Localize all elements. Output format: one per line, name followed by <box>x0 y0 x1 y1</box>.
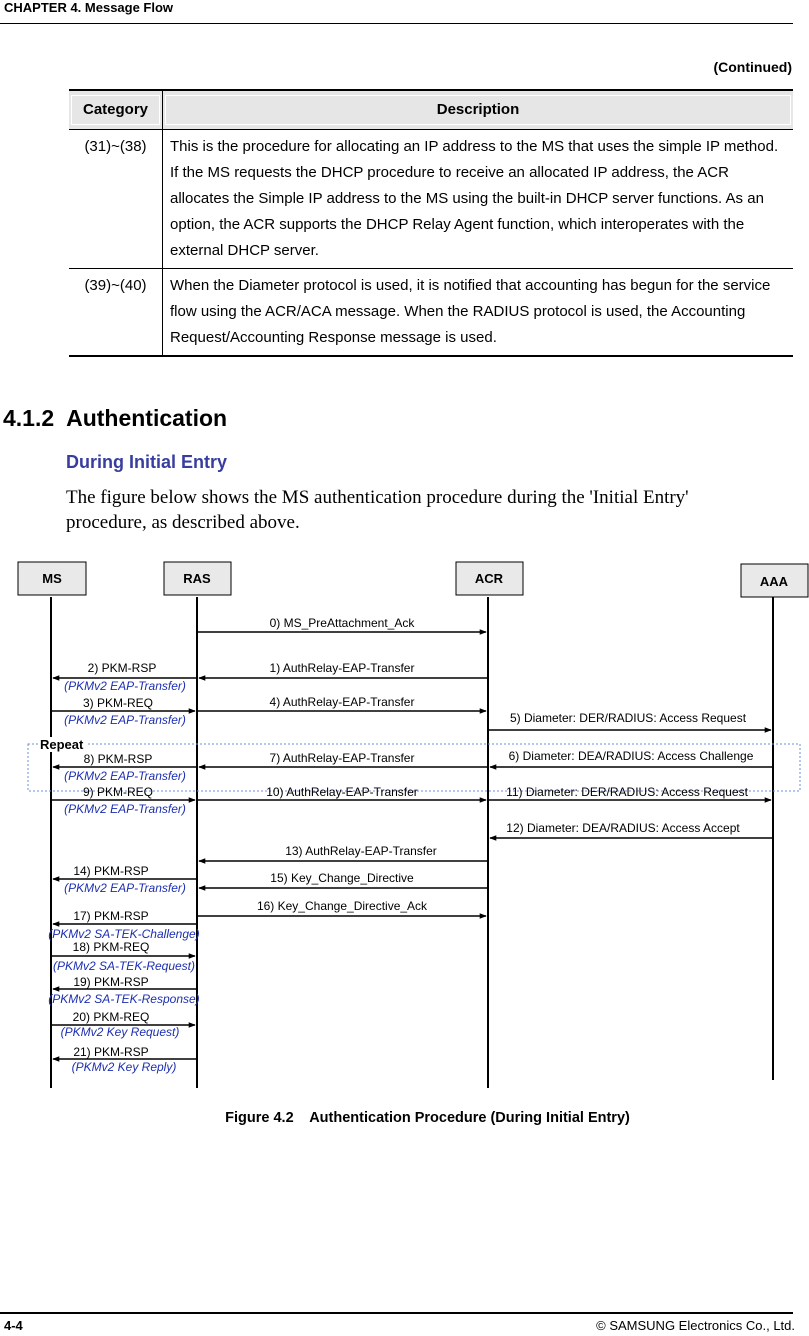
msg-label-18: 18) PKM-REQ <box>72 940 150 954</box>
body-paragraph: The figure below shows the MS authentication procedure during the 'Initial Entry' procedure, as described above. <box>66 487 689 533</box>
msg-label-3: 3) PKM-REQ <box>82 696 154 710</box>
msg-sublabel-9: (PKMv2 EAP-Transfer) <box>64 802 186 816</box>
table-cell-category: (39)~(40) <box>69 269 163 357</box>
msg-label-17: 17) PKM-RSP <box>73 909 149 923</box>
msg-sublabel-2: (PKMv2 EAP-Transfer) <box>64 679 186 693</box>
repeat-label: Repeat <box>40 737 84 752</box>
msg-label-10: 10) AuthRelay-EAP-Transfer <box>266 785 418 799</box>
msg-label-21: 21) PKM-RSP <box>73 1045 149 1059</box>
msg-label-19: 19) PKM-RSP <box>73 975 149 989</box>
copyright: © SAMSUNG Electronics Co., Ltd. <box>596 1318 795 1333</box>
msg-label-9: 9) PKM-REQ <box>82 785 154 799</box>
table-cell-category: (31)~(38) <box>69 130 163 269</box>
msg-sublabel-18: (PKMv2 SA-TEK-Request) <box>52 959 196 973</box>
section-title: 4.1.2 Authentication <box>3 405 228 431</box>
msg-label-6: 6) Diameter: DEA/RADIUS: Access Challenge <box>508 749 754 763</box>
category-header: Category <box>69 90 163 130</box>
msg-label-4: 4) AuthRelay-EAP-Transfer <box>269 695 415 709</box>
msg-label-7: 7) AuthRelay-EAP-Transfer <box>269 751 415 765</box>
msg-label-20: 20) PKM-REQ <box>72 1010 150 1024</box>
msg-label-5: 5) Diameter: DER/RADIUS: Access Request <box>509 711 747 725</box>
table-cell-description: When the Diameter protocol is used, it is notified that accounting has begun for the service flow using the ACR/ACA message. When the RADIUS protocol is used, the Accounting Request/Accounting Response message is used. <box>163 269 794 357</box>
msg-label-12: 12) Diameter: DEA/RADIUS: Access Accept <box>506 821 740 835</box>
msg-sublabel-20: (PKMv2 Key Request) <box>60 1025 180 1039</box>
msg-sublabel-17: (PKMv2 SA-TEK-Challenge) <box>48 927 200 941</box>
entity-boxes <box>18 562 808 597</box>
msg-label-2: 2) PKM-RSP <box>87 661 157 675</box>
msg-label-13: 13) AuthRelay-EAP-Transfer <box>285 844 437 858</box>
msg-sublabel-3: (PKMv2 EAP-Transfer) <box>64 713 186 727</box>
description-header: Description <box>163 90 794 130</box>
entity-label-ms: MS <box>42 571 62 586</box>
msg-sublabel-21: (PKMv2 Key Reply) <box>71 1060 177 1074</box>
msg-label-0: 0) MS_PreAttachment_Ack <box>269 616 415 630</box>
footer-rule <box>0 1312 793 1314</box>
figure-caption: Figure 4.2 Authentication Procedure (During Initial Entry) <box>225 1110 630 1126</box>
msg-sublabel-14: (PKMv2 EAP-Transfer) <box>64 881 186 895</box>
page-number: 4-4 <box>4 1318 23 1333</box>
chapter-header: CHAPTER 4. Message Flow <box>4 0 174 15</box>
msg-label-16: 16) Key_Change_Directive_Ack <box>256 899 428 913</box>
msg-label-11: 11) Diameter: DER/RADIUS: Access Request <box>506 785 748 799</box>
table-continued-label: (Continued) <box>713 59 792 75</box>
msg-sublabel-8: (PKMv2 EAP-Transfer) <box>64 769 186 783</box>
msg-label-1: 1) AuthRelay-EAP-Transfer <box>269 661 415 675</box>
msg-label-8: 8) PKM-RSP <box>83 752 153 766</box>
table-cell-description: This is the procedure for allocating an IP address to the MS that uses the simple IP method. If the MS requests the DHCP procedure to receive an allocated IP address, the ACR allocates the Simple IP address to the MS using the built-in DHCP server functions. As an option, the ACR supports the DHCP Relay Agent function, which interoperates with the external DHCP server. <box>163 130 794 269</box>
subsection-title: During Initial Entry <box>66 452 228 472</box>
entity-label-ras: RAS <box>183 571 211 586</box>
msg-label-14: 14) PKM-RSP <box>73 864 149 878</box>
entity-label-acr: ACR <box>474 571 504 586</box>
msg-sublabel-19: (PKMv2 SA-TEK-Response) <box>48 992 200 1006</box>
entity-label-aaa: AAA <box>759 574 789 589</box>
msg-label-15: 15) Key_Change_Directive <box>270 871 414 885</box>
